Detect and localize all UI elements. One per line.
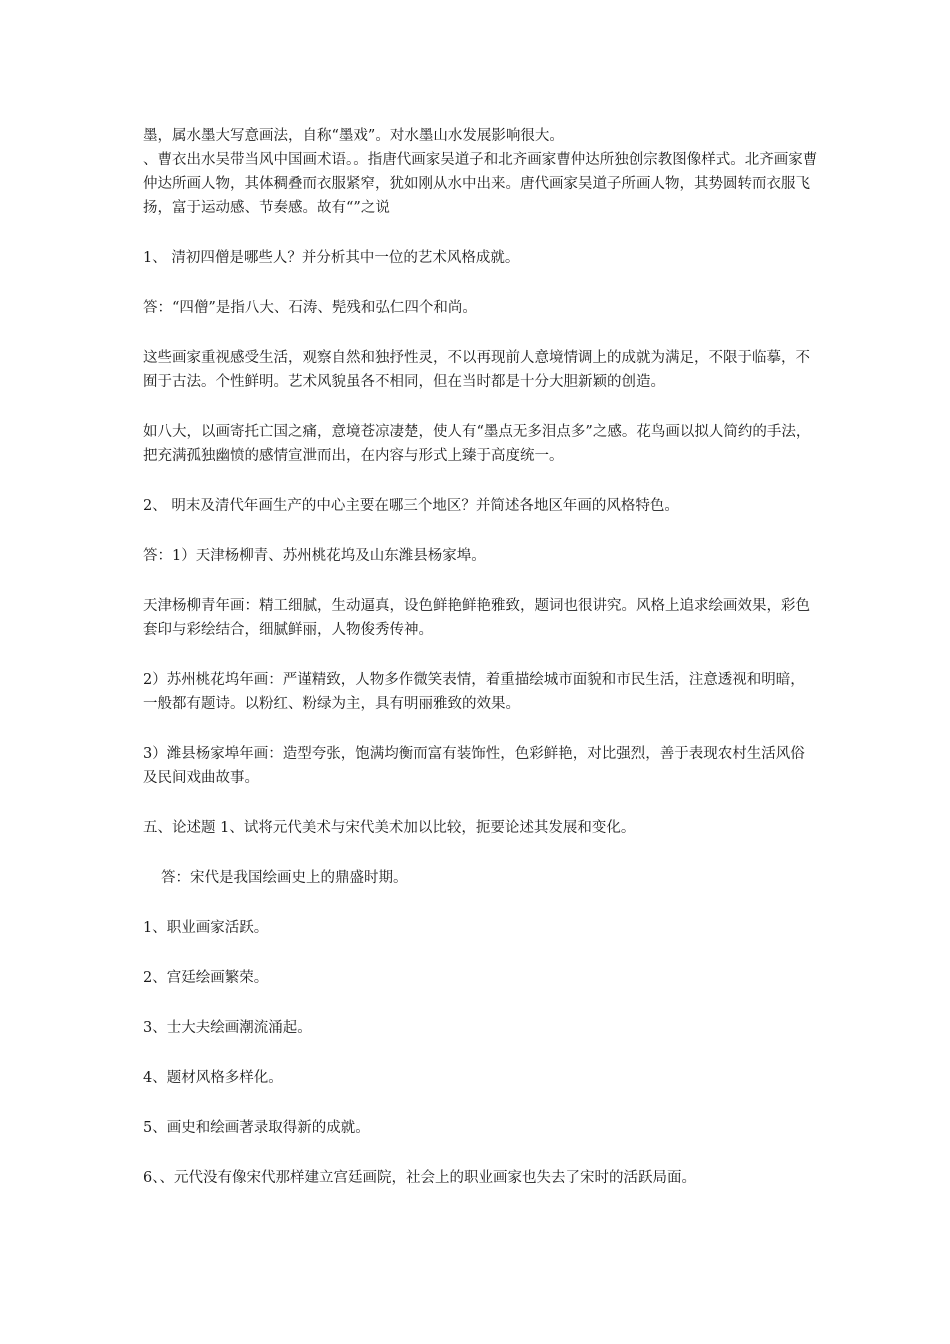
essay-answer: 答：宋代是我国绘画史上的鼎盛时期。 bbox=[161, 870, 408, 886]
question-2: 2、 明末及清代年画生产的中心主要在哪三个地区？并简述各地区年画的风格特色。 bbox=[143, 498, 679, 514]
paragraph-caoyi-wudai: 、曹衣出水吴带当风中国画术语。。指唐代画家吴道子和北齐画家曹仲达所独创宗教图像样式。北齐画家曹仲达所画人物，其体稠叠而衣服紧窄，犹如刚从水中出来。唐代画家吴道子所画人物，其势圆转而衣服飞扬，富于运动感、节奏感。故有“”之说 bbox=[143, 152, 818, 216]
paragraph-moxi: 墨，属水墨大写意画法，自称“墨戏”。对水墨山水发展影响很大。 bbox=[143, 128, 564, 144]
list-item: 4、题材风格多样化。 bbox=[143, 1070, 283, 1086]
list-item: 1、职业画家活跃。 bbox=[143, 920, 269, 936]
list-item: 3、士大夫绘画潮流涌起。 bbox=[143, 1020, 312, 1036]
document-body bbox=[143, 124, 818, 1190]
question-1: 1、 清初四僧是哪些人？并分析其中一位的艺术风格成就。 bbox=[143, 250, 520, 266]
list-item: 6、、元代没有像宋代那样建立宫廷画院，社会上的职业画家也失去了宋时的活跃局面。 bbox=[143, 1170, 696, 1186]
answer-1: 答：“四僧”是指八大、石涛、髡残和弘仁四个和尚。 bbox=[143, 300, 477, 316]
paragraph-four-monks: 这些画家重视感受生活，观察自然和独抒性灵，不以再现前人意境情调上的成就为满足，不限于临摹，不囿于古法。个性鲜明。艺术风貌虽各不相同，但在当时都是十分大胆新颖的创造。 bbox=[143, 350, 810, 390]
list-item: 5、画史和绘画著录取得新的成就。 bbox=[143, 1120, 370, 1136]
essay-question: 五、论述题 1、试将元代美术与宋代美术加以比较，扼要论述其发展和变化。 bbox=[143, 820, 636, 836]
answer-2: 答：1）天津杨柳青、苏州桃花坞及山东潍县杨家埠。 bbox=[143, 548, 486, 564]
paragraph-taohuawu: 2）苏州桃花坞年画：严谨精致，人物多作微笑表情，着重描绘城市面貌和市民生活，注意透视和明暗，一般都有题诗。以粉红、粉绿为主，具有明丽雅致的效果。 bbox=[143, 672, 805, 712]
paragraph-bada: 如八大，以画寄托亡国之痛，意境苍凉凄楚，使人有“墨点无多泪点多”之感。花鸟画以拟人简约的手法，把充满孤独幽愤的感情宣泄而出，在内容与形式上臻于高度统一。 bbox=[143, 424, 811, 464]
paragraph-yangjiabu: 3）潍县杨家埠年画：造型夸张，饱满均衡而富有装饰性，色彩鲜艳，对比强烈，善于表现农村生活风俗及民间戏曲故事。 bbox=[143, 746, 805, 786]
list-item: 2、宫廷绘画繁荣。 bbox=[143, 970, 269, 986]
paragraph-yangliuqing: 天津杨柳青年画：精工细腻，生动逼真，设色鲜艳鲜艳雅致，题词也很讲究。风格上追求绘画效果，彩色套印与彩绘结合，细腻鲜丽，人物俊秀传神。 bbox=[143, 598, 810, 638]
